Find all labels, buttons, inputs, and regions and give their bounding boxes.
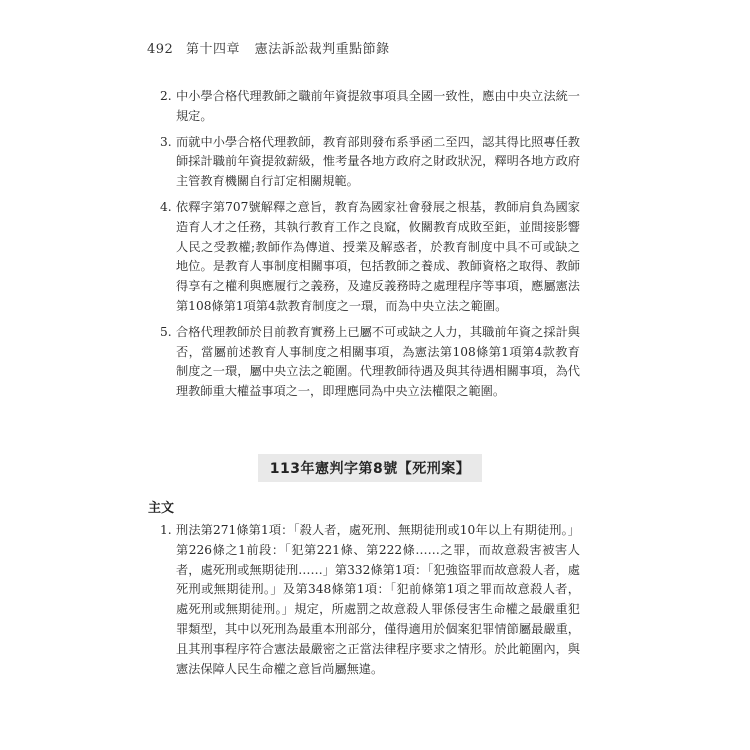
list-item [160,198,580,317]
item-text: 合格代理教師於目前教育實務上已屬不可或缺之人力，其職前年資之採計與否，當屬前述教育人事制度之相關事項，為憲法第108條第1項第4款教育制度之一環，屬中央立法之範圍。代理教師待遇及與其待遇相關事項，為代理教師重大權益事項之一，即理應同為中央立法權限之範圍。 [176,324,580,399]
page-number: 492 [147,42,174,57]
list-item [160,133,580,192]
item-text: 中小學合格代理教師之職前年資提敘事項具全國一致性，應由中央立法統一規定。 [176,89,580,123]
list-item [160,323,580,402]
item-number: 5. [160,324,172,339]
subheading: 主文 [148,501,175,516]
list-item [160,521,580,679]
list-item [160,87,580,127]
item-number: 3. [160,134,172,149]
item-number: 2. [160,89,172,103]
running-header [147,38,390,57]
chapter-title: 憲法訴訟裁判重點節錄 [254,42,390,57]
numbered-list-top [160,87,580,408]
section-title: 113年憲判字第8號【死刑案】 [269,461,471,477]
chapter-label: 第十四章 [185,42,240,57]
item-number: 1. [160,523,172,537]
item-text: 依釋字第707號解釋之意旨，教育為國家社會發展之根基，教師肩負為國家造育人才之任務，其執行教育工作之良窳，攸關教育成敗至鉅，並間接影響人民之受教權;教師作為傳道、授業及解惑者，於教育制度中具不可或缺之地位。是教育人事制度相關事項，包括教師之養成、教師資格之取得、教師得享有之權利與應履行之義務，及違反義務時之處理程序等事項，應屬憲法第108條第1項第4款教育制度之一環，而為中央立法之範圍。 [176,199,580,313]
item-text: 刑法第271條第1項：「殺人者，處死刑、無期徒刑或10年以上有期徒刑。」第226條之1前段：「犯第221條、第222條……之罪，而故意殺害被害人者，處死刑或無期徒刑……」第332條第1項：「犯強盜罪而故意殺人者，處死刑或無期徒刑。」及第348條第1項：「犯前條第1項之罪而故意殺人者，處死刑或無期徒刑。」規定，所處罰之故意殺人罪係侵害生命權之最嚴重犯罪類型，其中以死刑為最重本刑部分，僅得適用於個案犯罪情節屬最嚴重，且其刑事程序符合憲法最嚴密之正當法律程序要求之情形。於此範圍內，與憲法保障人民生命權之意旨尚屬無違。 [176,523,580,676]
section-title-box [258,454,482,482]
item-number: 4. [160,199,172,214]
numbered-list-bottom [160,521,580,679]
item-text: 而就中小學合格代理教師，教育部則發布系爭函二至四，認其得比照專任教師採計職前年資提敘薪級，惟考量各地方政府之財政狀況，釋明各地方政府主管教育機關自行訂定相關規範。 [176,134,580,189]
